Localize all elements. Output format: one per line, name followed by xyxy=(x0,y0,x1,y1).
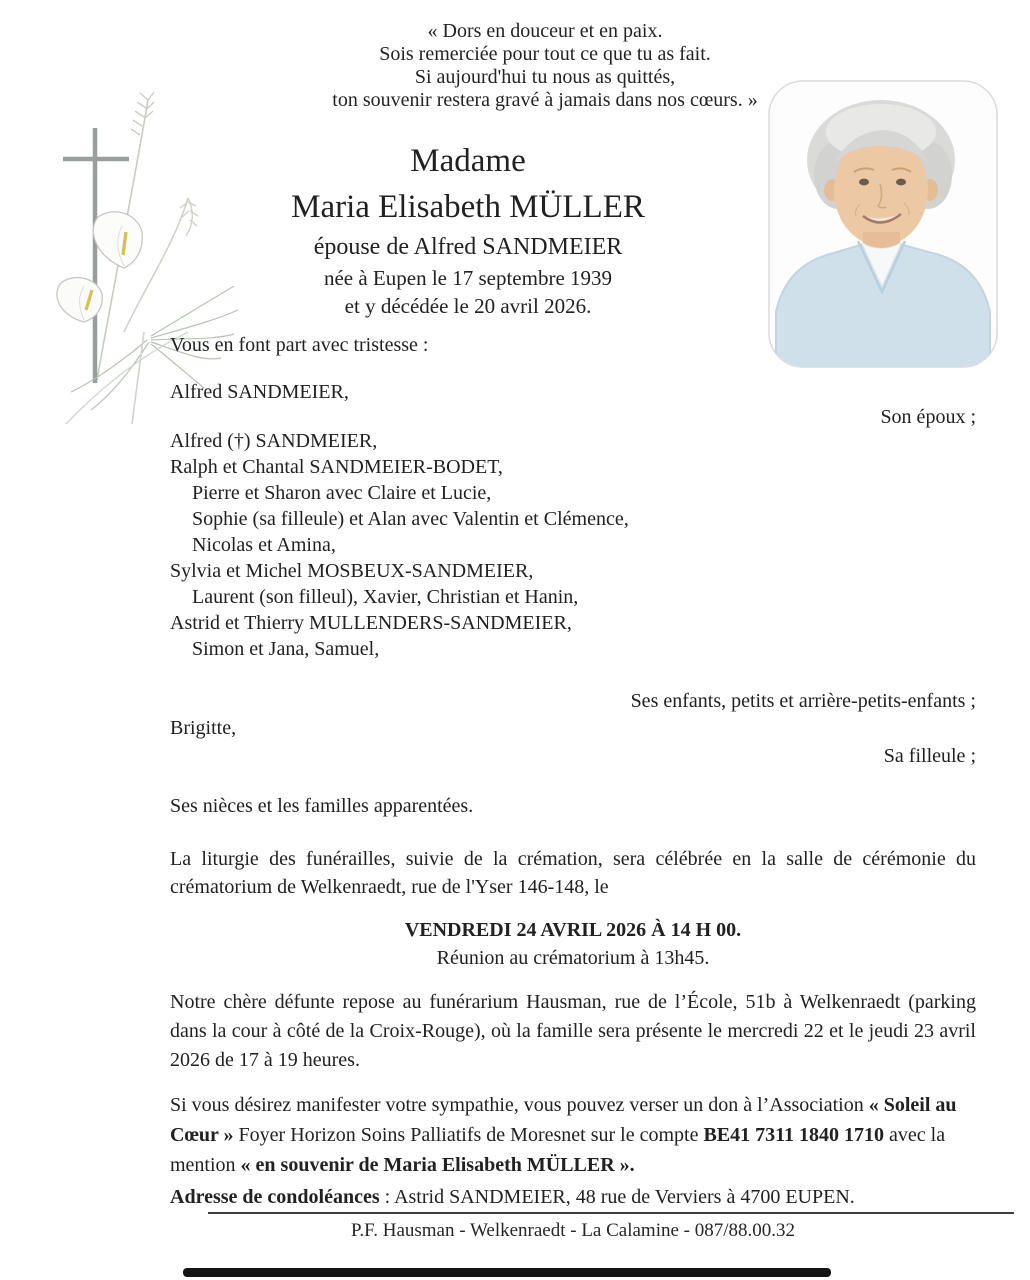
text-segment: Si vous désirez manifester votre sympathie, vous pouvez verser un don à l’Association xyxy=(170,1094,869,1116)
donation-paragraph xyxy=(170,1090,976,1180)
husband-relation: Son époux ; xyxy=(880,406,976,428)
text-segment: avec la mention xyxy=(170,1124,946,1176)
text-segment: : Astrid SANDMEIER, 48 rue de Verviers à 4700 EUPEN. xyxy=(379,1186,855,1208)
funeral-home-footer: P.F. Hausman - Welkenraedt - La Calamine - 087/88.00.32 xyxy=(350,1220,796,1241)
bold-segment: « Soleil au Cœur » xyxy=(170,1094,957,1146)
family-member-line: Pierre et Sharon avec Claire et Lucie, xyxy=(192,482,492,504)
deceased-title: Madame xyxy=(410,143,526,179)
family-member-line: Sophie (sa filleule) et Alan avec Valentin et Clémence, xyxy=(192,508,629,530)
family-member-line: Laurent (son filleul), Xavier, Christian et Hanin, xyxy=(192,586,579,608)
family-member-line: Ralph et Chantal SANDMEIER-BODET, xyxy=(170,456,503,478)
deceased-birth-line: née à Eupen le 17 septembre 1939 xyxy=(323,266,613,290)
family-list xyxy=(170,428,976,662)
goddaughter-relation: Sa filleule ; xyxy=(883,745,976,767)
text-segment: Foyer Horizon Soins Palliatifs de Moresnet sur le compte xyxy=(233,1124,704,1146)
condolence-address-line xyxy=(170,1186,976,1209)
family-member-line: Nicolas et Amina, xyxy=(192,534,336,556)
ceremony-paragraph: La liturgie des funérailles, suivie de la crémation, sera célébrée en la salle de cérémonie du crématorium de Welkenraedt, rue de l'Yser 146-148, le xyxy=(170,848,976,898)
family-member-line: Astrid et Thierry MULLENDERS-SANDMEIER, xyxy=(170,612,572,634)
bold-segment: BE41 7311 1840 1710 xyxy=(703,1124,885,1146)
memorial-quote-line: Sois remerciée pour tout ce que tu as fait. xyxy=(379,43,711,65)
memorial-quote-line: « Dors en douceur et en paix. xyxy=(427,20,663,42)
goddaughter-line: Brigitte, xyxy=(170,717,237,739)
scan-artifact-bar xyxy=(183,1268,831,1277)
family-member-line: Alfred (†) SANDMEIER, xyxy=(170,430,378,452)
deceased-spouse-line: épouse de Alfred SANDMEIER xyxy=(313,234,623,260)
condolence-underline xyxy=(208,1212,1014,1214)
memorial-quote-line: Si aujourd'hui tu nous as quittés, xyxy=(414,66,676,88)
memorial-quote-line: ton souvenir restera gravé à jamais dans nos cœurs. » xyxy=(332,89,758,111)
deceased-death-line: et y décédée le 20 avril 2026. xyxy=(344,294,592,318)
ceremony-meeting: Réunion au crématorium à 13h45. xyxy=(436,947,710,969)
ceremony-datetime: VENDREDI 24 AVRIL 2026 À 14 H 00. xyxy=(404,919,742,941)
nieces-line: Ses nièces et les familles apparentées. xyxy=(170,795,474,817)
children-relation: Ses enfants, petits et arrière-petits-enfants ; xyxy=(630,690,976,712)
deceased-name: Maria Elisabeth MÜLLER xyxy=(291,189,645,225)
bold-segment: « en souvenir de Maria Elisabeth MÜLLER ». xyxy=(240,1154,635,1176)
husband-line: Alfred SANDMEIER, xyxy=(170,381,349,403)
repose-paragraph: Notre chère défunte repose au funérarium Hausman, rue de l’École, 51b à Welkenraedt (parking dans la cour à côté de la Croix-Rouge), où la famille sera présente le mercredi 22 et le jeudi 23 avril 2026 de 17 à 19 heures. xyxy=(170,991,976,1071)
announcement-body xyxy=(170,0,976,1280)
bold-segment: Adresse de condoléances xyxy=(170,1186,380,1208)
family-member-line: Simon et Jana, Samuel, xyxy=(192,638,380,660)
family-member-line: Sylvia et Michel MOSBEUX-SANDMEIER, xyxy=(170,560,534,582)
announcement-intro: Vous en font part avec tristesse : xyxy=(170,334,429,356)
